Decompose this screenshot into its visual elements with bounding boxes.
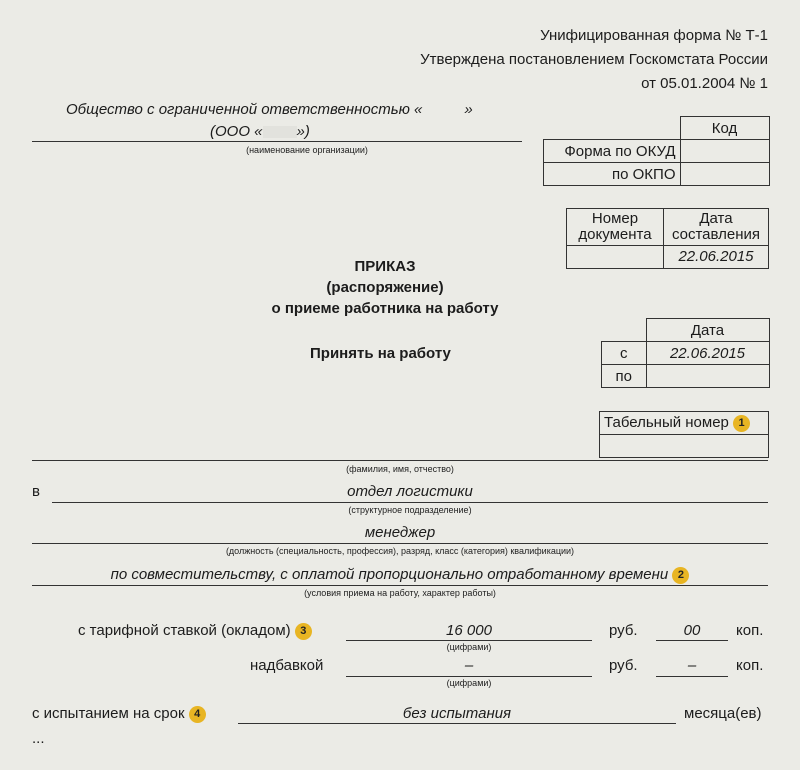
bonus-rub-label: руб. — [609, 657, 638, 674]
redacted-name — [263, 126, 297, 138]
form-header-line1: Унифицированная форма № Т-1 — [540, 27, 768, 44]
salary-caption: (цифрами) — [446, 642, 492, 652]
codes-header: Код — [680, 117, 769, 140]
probation-label: с испытанием на срок 4 — [32, 705, 206, 723]
note-badge-4: 4 — [189, 706, 206, 723]
doc-number-value[interactable] — [567, 246, 664, 269]
salary-kop-label: коп. — [736, 622, 764, 639]
org-name: Общество с ограниченной ответственностью « » — [66, 101, 473, 118]
org-caption: (наименование организации) — [246, 145, 368, 155]
order-title-line2: (распоряжение) — [326, 279, 444, 296]
order-title — [230, 256, 540, 319]
org-short-name: (ООО « ») — [210, 123, 310, 140]
okpo-label: по ОКПО — [544, 163, 681, 186]
tab-number-value[interactable] — [600, 435, 769, 458]
department-line — [52, 502, 768, 503]
continuation-ellipsis: ... — [32, 730, 45, 747]
conditions-line — [32, 585, 768, 586]
form-header-line2: Утверждена постановлением Госкомстата России — [420, 51, 768, 68]
doc-table — [566, 208, 769, 269]
bonus-kop-line — [656, 676, 728, 677]
note-badge-3: 3 — [295, 623, 312, 640]
hire-to-value[interactable] — [646, 365, 769, 388]
conditions-value[interactable]: по совместительству, с оплатой пропорционально отработанному времени 2 — [32, 566, 768, 584]
bonus-kop-value[interactable]: – — [687, 657, 697, 674]
doc-date-header: Дата составления — [664, 209, 769, 246]
doc-number-header: Номер документа — [567, 209, 664, 246]
hire-date-header: Дата — [646, 319, 769, 342]
conditions-caption: (условия приема на работу, характер работы) — [304, 588, 496, 598]
okud-value[interactable] — [680, 140, 769, 163]
hire-label: Принять на работу — [310, 345, 451, 362]
hire-date-table — [601, 318, 770, 388]
tab-number-header — [600, 412, 769, 435]
codes-table — [543, 116, 770, 186]
hire-from-value[interactable]: 22.06.2015 — [646, 342, 769, 365]
salary-rub-value[interactable]: 16 000 — [446, 622, 492, 639]
org-line — [32, 141, 522, 142]
form-header-line3: от 05.01.2004 № 1 — [641, 75, 768, 92]
department-caption: (структурное подразделение) — [348, 505, 472, 515]
bonus-kop-label: коп. — [736, 657, 764, 674]
salary-kop-value[interactable]: 00 — [683, 622, 701, 639]
hire-from-label: с — [602, 342, 647, 365]
probation-value[interactable]: без испытания — [402, 705, 512, 722]
note-badge-1: 1 — [733, 415, 750, 432]
tab-number-table — [599, 411, 769, 458]
department-value[interactable]: отдел логистики — [347, 483, 473, 500]
form-header — [348, 24, 768, 96]
salary-rub-label: руб. — [609, 622, 638, 639]
order-title-line3: о приеме работника на работу — [271, 300, 499, 317]
tab-number-label: Табельный номер — [604, 414, 729, 432]
position-line — [32, 543, 768, 544]
probation-unit: месяца(ев) — [684, 705, 762, 722]
salary-rub-line — [346, 640, 592, 641]
probation-line — [238, 723, 676, 724]
okud-label: Форма по ОКУД — [544, 140, 681, 163]
employee-caption: (фамилия, имя, отчество) — [346, 464, 454, 474]
employee-line — [32, 460, 768, 461]
bonus-caption: (цифрами) — [446, 678, 492, 688]
position-caption: (должность (специальность, профессия), разряд, класс (категория) квалификации) — [225, 546, 575, 556]
bonus-label: надбавкой — [250, 657, 324, 674]
position-value[interactable]: менеджер — [364, 524, 436, 541]
okpo-value[interactable] — [680, 163, 769, 186]
hire-to-label: по — [602, 365, 647, 388]
note-badge-2: 2 — [672, 567, 689, 584]
bonus-rub-line — [346, 676, 592, 677]
bonus-rub-value[interactable]: – — [464, 657, 474, 674]
order-title-line1: ПРИКАЗ — [354, 258, 416, 275]
doc-date-value[interactable]: 22.06.2015 — [664, 246, 769, 269]
salary-kop-line — [656, 640, 728, 641]
department-prefix: в — [32, 483, 40, 500]
salary-label: с тарифной ставкой (окладом) 3 — [78, 622, 312, 640]
